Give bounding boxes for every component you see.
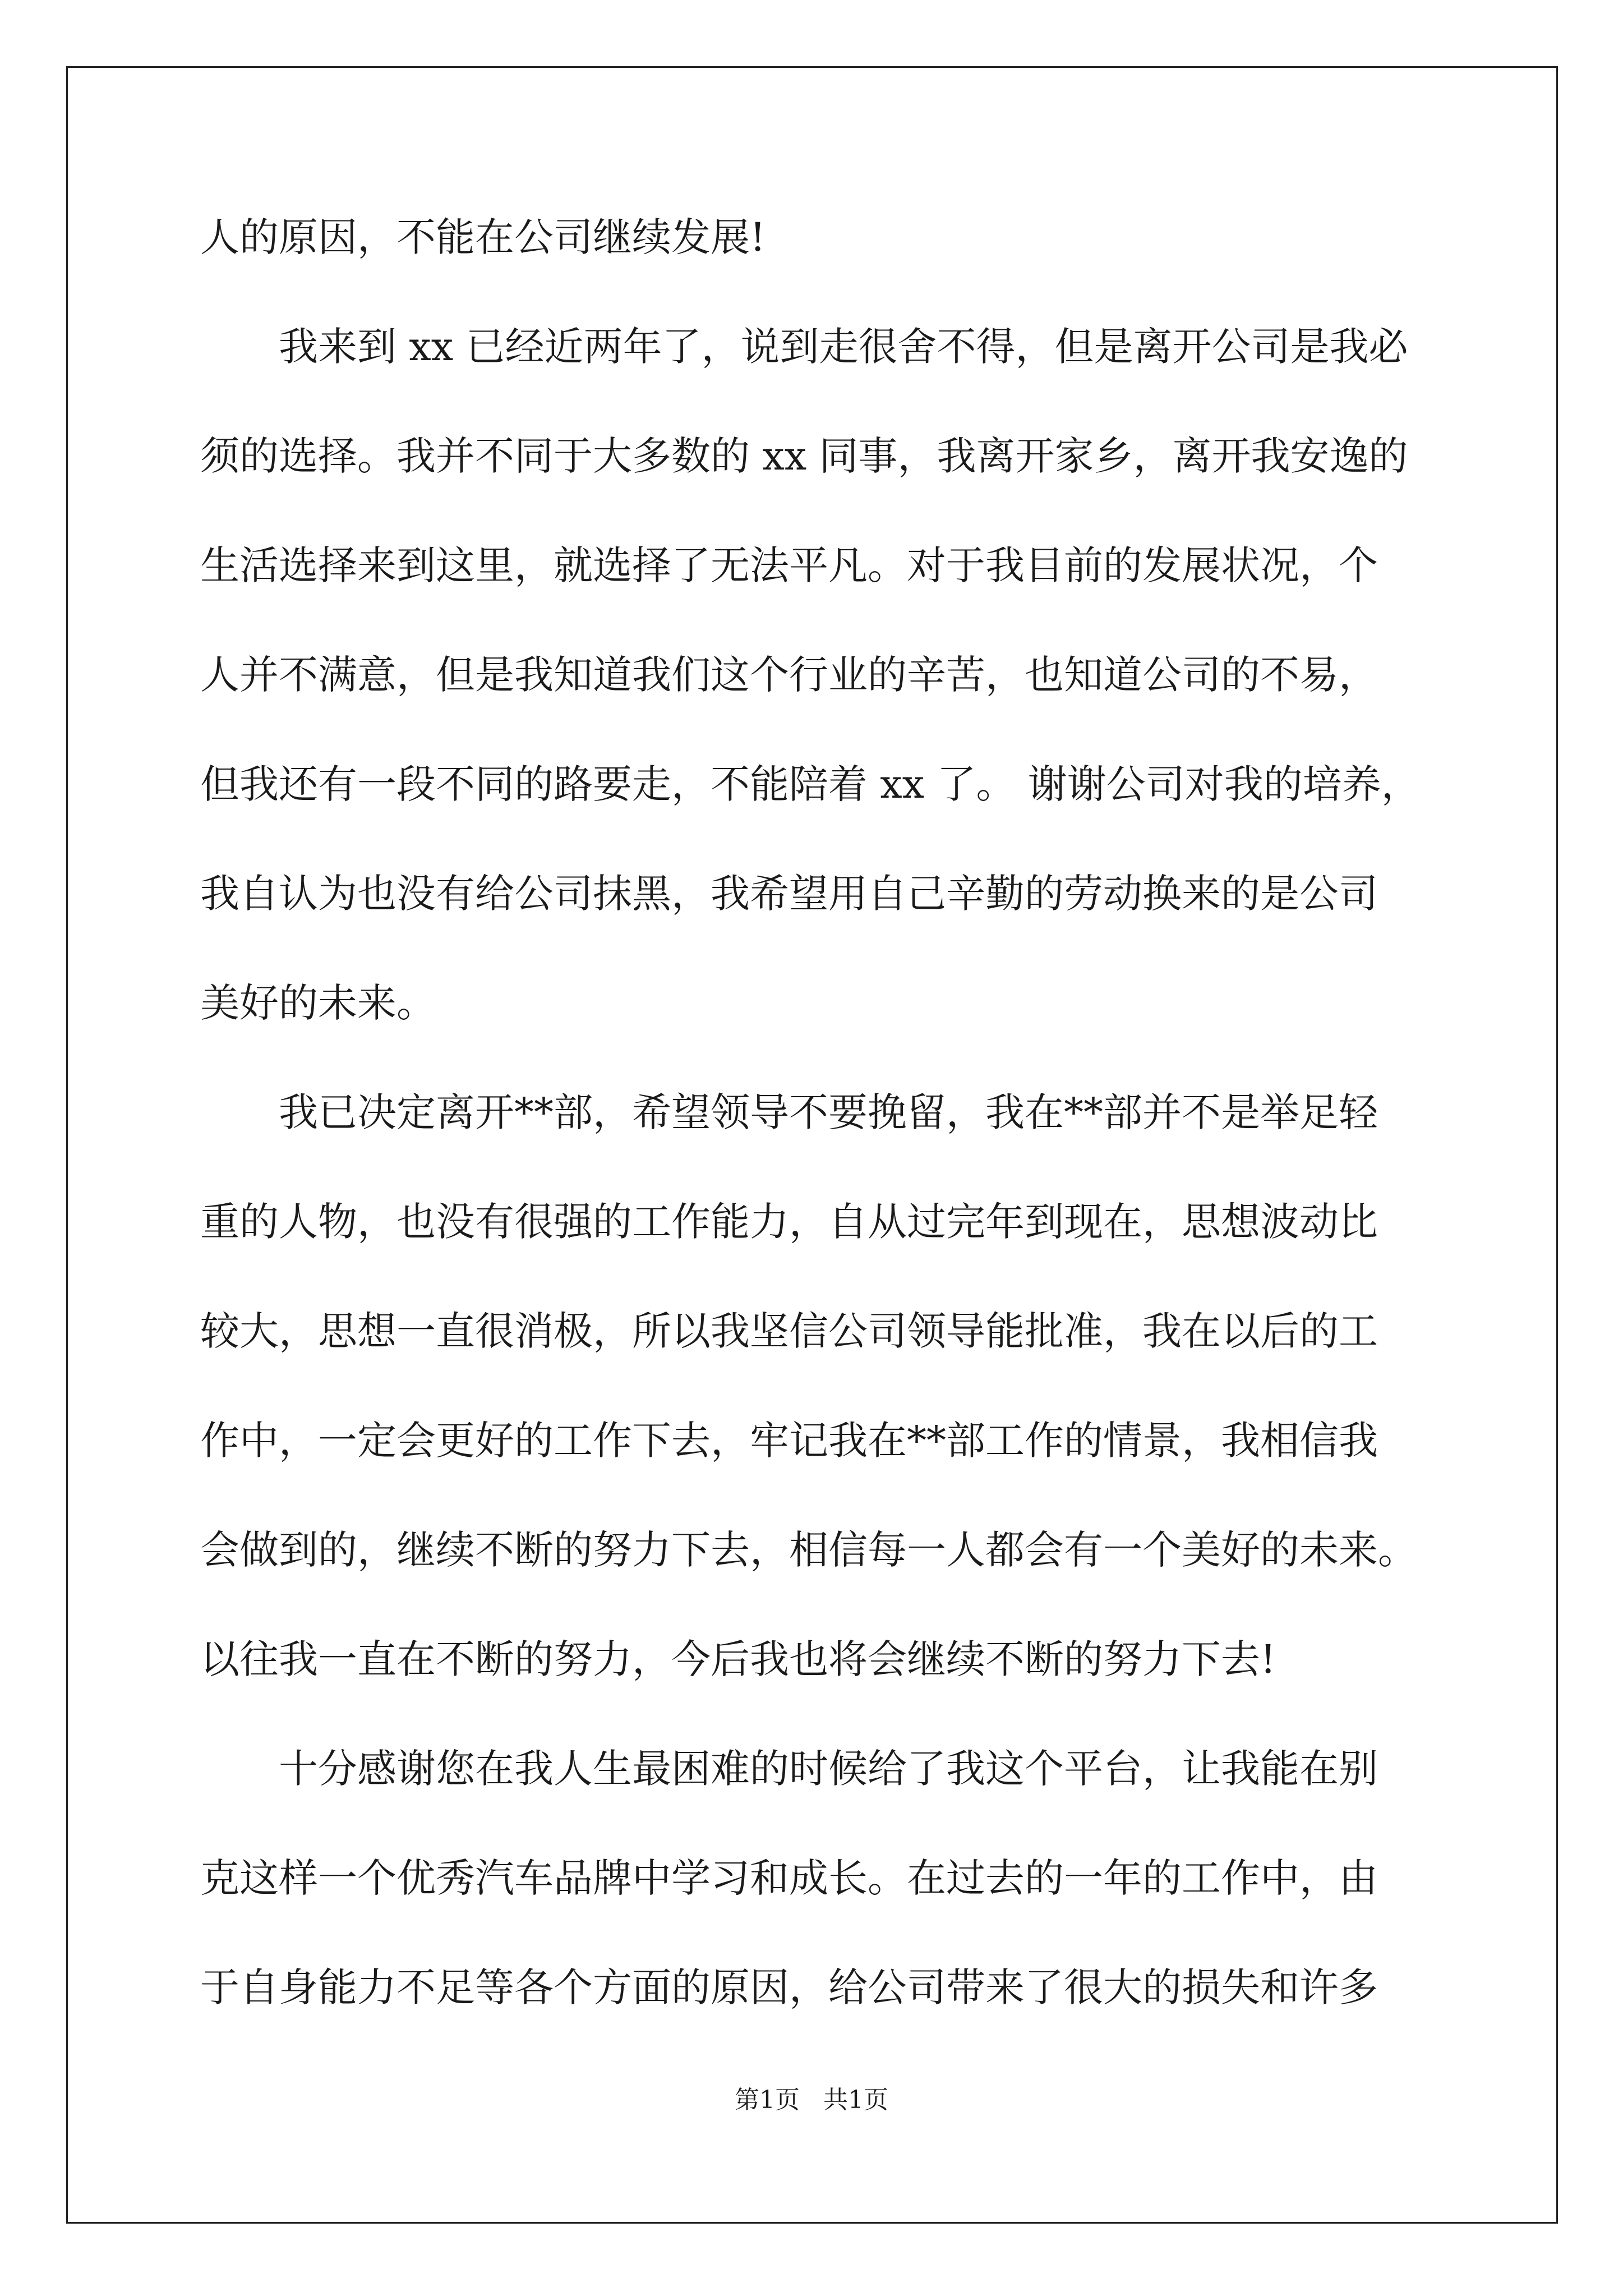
text-line: 人的原因，不能在公司继续发展!: [200, 214, 766, 260]
text-line: 作中，一定会更好的工作下去，牢记我在**部工作的情景，我相信我: [200, 1418, 1378, 1464]
text-line: 于自身能力不足等各个方面的原因，给公司带来了很大的损失和许多: [200, 1964, 1378, 2010]
paragraph-start-line: 我来到 xx 已经近两年了，说到走很舍不得，但是离开公司是我必: [279, 324, 1408, 370]
page-number-footer: 第1页 共1页: [735, 2086, 888, 2114]
text-line: 克这样一个优秀汽车品牌中学习和成长。在过去的一年的工作中，由: [200, 1855, 1378, 1901]
text-line: 人并不满意，但是我知道我们这个行业的辛苦，也知道公司的不易，: [200, 652, 1378, 698]
paragraph-start-line: 十分感谢您在我人生最困难的时候给了我这个平台，让我能在别: [279, 1746, 1378, 1792]
text-line: 会做到的，继续不断的努力下去，相信每一人都会有一个美好的未来。: [200, 1527, 1417, 1573]
text-line: 较大，思想一直很消极，所以我坚信公司领导能批准，我在以后的工: [200, 1308, 1378, 1354]
text-line: 美好的未来。: [200, 980, 436, 1026]
text-line: 但我还有一段不同的路要走，不能陪着 xx 了。 谢谢公司对我的培养，: [200, 761, 1421, 807]
text-line: 生活选择来到这里，就选择了无法平凡。对于我目前的发展状况，个: [200, 542, 1378, 588]
text-line: 以往我一直在不断的努力，今后我也将会继续不断的努力下去!: [200, 1636, 1276, 1682]
text-line: 重的人物，也没有很强的工作能力，自从过完年到现在，思想波动比: [200, 1199, 1378, 1245]
paragraph-start-line: 我已决定离开**部，希望领导不要挽留，我在**部并不是举足轻: [279, 1089, 1378, 1135]
text-line: 我自认为也没有给公司抹黑，我希望用自己辛勤的劳动换来的是公司: [200, 871, 1378, 917]
text-line: 须的选择。我并不同于大多数的 xx 同事，我离开家乡，离开我安逸的: [200, 433, 1408, 479]
